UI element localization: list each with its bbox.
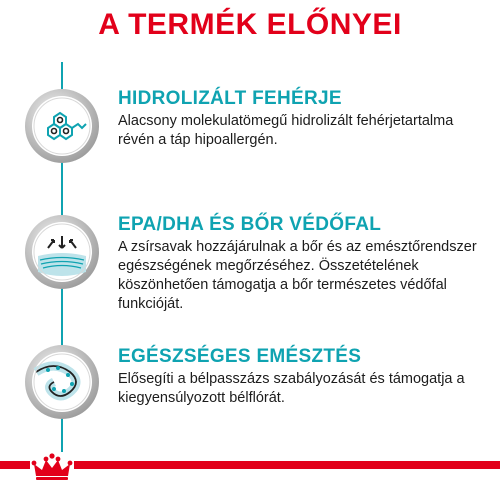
benefit-text-healthy-digestion: Elősegíti a bélpasszázs szabályozását és támogatja a kiegyensúlyozott bélflórát. — [118, 371, 465, 406]
page-title: A TERMÉK ELŐNYEI — [98, 8, 402, 41]
benefit-title-epa-dha: EPA/DHA ÉS BŐR VÉDŐFAL — [118, 214, 382, 235]
benefit-title-healthy-digestion: EGÉSZSÉGES EMÉSZTÉS — [118, 346, 362, 367]
benefit-text-hydrolyzed-protein: Alacsony molekulatömegű hidrolizált fehérjetartalma révén a táp hipoallergén. — [118, 113, 454, 148]
molecule-icon — [24, 88, 100, 164]
intestine-icon — [24, 344, 100, 420]
skin-barrier-icon — [24, 214, 100, 290]
benefit-title-hydrolyzed-protein: HIDROLIZÁLT FEHÉRJE — [118, 88, 342, 109]
footer-red-band — [0, 461, 500, 469]
benefit-text-epa-dha: A zsírsavak hozzájárulnak a bőr és az emésztőrendszer egészségének megőrzéséhez. Összetételének köszönhetően támogatja a bőr természetes védőfal funkcióját. — [118, 239, 477, 312]
royal-canin-crown-icon — [30, 452, 74, 484]
